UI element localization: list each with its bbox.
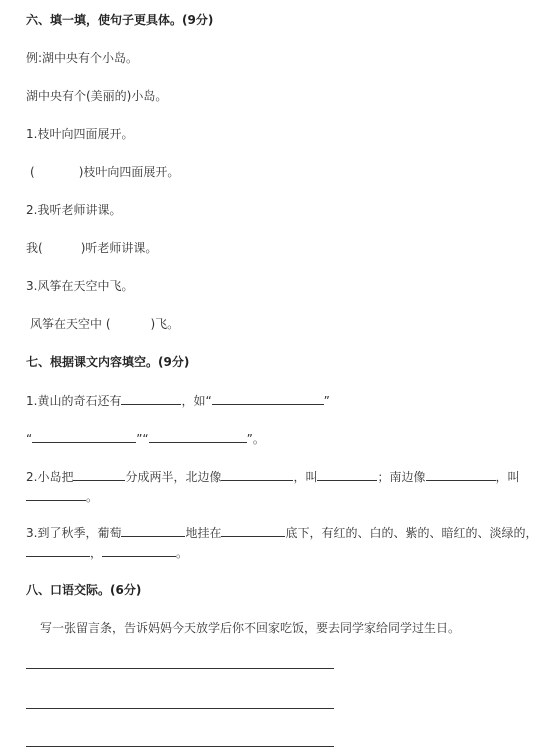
blank[interactable] [212, 392, 324, 405]
question-7-3-line-1: 3.到了秋季，葡萄 地挂在 底下，有红的、白的、紫的、暗红的、淡绿的， [26, 526, 538, 540]
blank[interactable] [26, 488, 86, 501]
section-8-prompt: 写一张留言条，告诉妈妈今天放学后你不回家吃饭，要去同学家给同学过生日。 [40, 621, 461, 635]
answer-6-1: ( )枝叶向四面展开。 [30, 165, 180, 179]
answer-6-2: 我( )听老师讲课。 [26, 241, 158, 255]
question-7-1-line-2: “ ”“ ”。 [26, 432, 265, 446]
question-7-2-line-2: 。 [26, 488, 98, 504]
blank[interactable] [102, 544, 176, 557]
answer-line[interactable] [26, 668, 334, 669]
blank[interactable] [73, 468, 125, 481]
answer-line[interactable] [26, 708, 334, 709]
blank[interactable] [221, 468, 293, 481]
blank[interactable] [121, 392, 181, 405]
section-7-title: 七、根据课文内容填空。(9分) [26, 355, 190, 369]
blank[interactable] [317, 468, 377, 481]
question-7-3-line-2: ， 。 [26, 544, 188, 560]
question-7-1-line-1: 1.黄山的奇石还有 ，如“ ” [26, 394, 330, 408]
question-7-2-line-1: 2.小岛把 分成两半，北边像 ，叫 ；南边像 ，叫 [26, 470, 520, 484]
blank[interactable] [32, 430, 136, 443]
blank[interactable] [26, 544, 90, 557]
blank[interactable] [121, 524, 185, 537]
example-line-2: 湖中央有个(美丽的)小岛。 [26, 89, 168, 103]
question-6-2: 2.我听老师讲课。 [26, 203, 122, 217]
question-6-3: 3.风筝在天空中飞。 [26, 279, 134, 293]
question-6-1: 1.枝叶向四面展开。 [26, 127, 134, 141]
blank[interactable] [426, 468, 496, 481]
answer-6-3: 风筝在天空中 ( )飞。 [30, 317, 180, 331]
blank[interactable] [149, 430, 247, 443]
section-8-title: 八、口语交际。(6分) [26, 583, 142, 597]
section-6-title: 六、填一填，使句子更具体。(9分) [26, 13, 214, 27]
example-line-1: 例:湖中央有个小岛。 [26, 51, 139, 65]
blank[interactable] [221, 524, 285, 537]
answer-line[interactable] [26, 746, 334, 747]
